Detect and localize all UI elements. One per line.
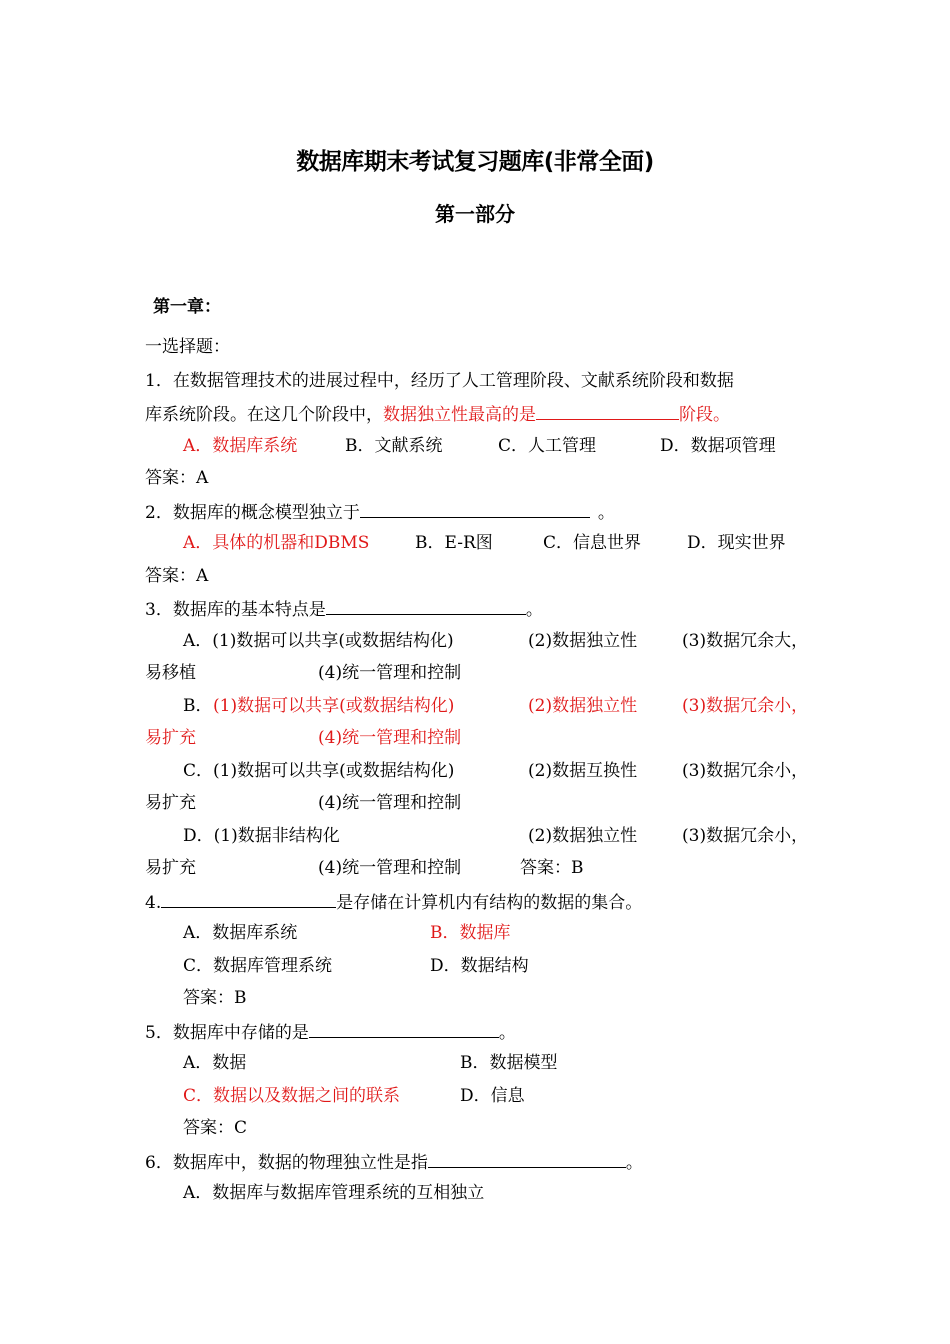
- document-title: 数据库期末考试复习题库(非常全面): [296, 149, 654, 175]
- q5-blank: [309, 1020, 499, 1038]
- q3-option-c-part3: (3)数据冗余小，: [682, 761, 809, 781]
- q6-blank: [428, 1150, 626, 1168]
- q1-stem-text: 库系统阶段。在这几个阶段中，: [145, 405, 383, 425]
- q4-blank: [161, 890, 336, 908]
- q1-stem-line1: 1．在数据管理技术的进展过程中，经历了人工管理阶段、文献系统阶段和数据: [145, 371, 734, 391]
- q2-stem-end: 。: [597, 503, 615, 523]
- q3-stem-end: 。: [525, 600, 543, 620]
- q2-option-a: A．具体的机器和DBMS: [183, 533, 370, 553]
- q1-option-c: C．人工管理: [498, 436, 597, 456]
- q4-stem: [145, 890, 642, 914]
- q3-stem-text: 3．数据库的基本特点是: [145, 600, 326, 620]
- part-heading: 第一部分: [435, 202, 515, 226]
- q3-option-a-part1: A．(1)数据可以共享(或数据结构化): [183, 631, 454, 651]
- q2-option-d: D．现实世界: [687, 533, 786, 553]
- q6-stem: [145, 1150, 643, 1174]
- q5-answer: 答案：C: [183, 1118, 248, 1138]
- q2-option-c: C．信息世界: [543, 533, 642, 553]
- q1-option-b: B．文献系统: [345, 436, 443, 456]
- q3-option-b-letter: B．: [183, 696, 213, 716]
- q6-stem-text: 6．数据库中，数据的物理独立性是指: [145, 1153, 428, 1173]
- chapter-heading: 第一章：: [153, 297, 221, 317]
- q5-option-d: D．信息: [460, 1086, 525, 1106]
- q3-option-b-part4: (4)统一管理和控制: [318, 728, 462, 748]
- q3-option-c-part1: C．(1)数据可以共享(或数据结构化): [183, 761, 455, 781]
- q3-option-d-part4: (4)统一管理和控制: [318, 858, 462, 878]
- q4-number: 4.: [145, 893, 162, 913]
- q5-stem-text: 5．数据库中存储的是: [145, 1023, 309, 1043]
- q3-option-b-part1: (1)数据可以共享(或数据结构化): [213, 696, 455, 716]
- q2-stem: [145, 500, 615, 524]
- q3-option-b-part2: (2)数据独立性: [528, 696, 638, 716]
- q4-option-a: A．数据库系统: [183, 923, 298, 943]
- q3-blank: [326, 597, 526, 615]
- q1-blank: [536, 402, 679, 420]
- q1-highlight: 数据独立性最高的是: [383, 405, 536, 425]
- q5-option-b: B．数据模型: [460, 1053, 558, 1073]
- q2-answer: 答案：A: [145, 566, 209, 586]
- q3-stem: [145, 597, 543, 621]
- q5-option-a: A．数据: [183, 1053, 247, 1073]
- q3-option-d-part1: D．(1)数据非结构化: [183, 826, 340, 846]
- q1-option-a: A．数据库系统: [183, 436, 298, 456]
- q3-option-a-part2: (2)数据独立性: [528, 631, 638, 651]
- q3-option-c-cont: 易扩充: [145, 793, 196, 813]
- q3-option-d-part2: (2)数据独立性: [528, 826, 638, 846]
- q4-option-c: C．数据库管理系统: [183, 956, 333, 976]
- q3-option-b-cont: 易扩充: [145, 728, 196, 748]
- q2-blank: [360, 500, 590, 518]
- q3-option-d-part3: (3)数据冗余小，: [682, 826, 809, 846]
- q5-stem: [145, 1020, 516, 1044]
- q1-answer: 答案：A: [145, 468, 209, 488]
- q1-stem-end: 阶段。: [679, 405, 730, 425]
- q3-option-a-part3: (3)数据冗余大，: [682, 631, 809, 651]
- q3-option-c-part2: (2)数据互换性: [528, 761, 638, 781]
- q3-option-c-part4: (4)统一管理和控制: [318, 793, 462, 813]
- q2-stem-text: 2．数据库的概念模型独立于: [145, 503, 360, 523]
- q4-answer: 答案：B: [183, 988, 247, 1008]
- q3-answer: 答案：B: [520, 858, 584, 878]
- section-heading: 一选择题：: [145, 337, 230, 357]
- q3-option-a-cont: 易移植: [145, 663, 196, 683]
- q5-option-c: C．数据以及数据之间的联系: [183, 1086, 401, 1106]
- q3-option-d-cont: 易扩充: [145, 858, 196, 878]
- q4-option-b: B．数据库: [430, 923, 511, 943]
- q6-stem-end: 。: [625, 1153, 643, 1173]
- q1-option-d: D．数据项管理: [660, 436, 776, 456]
- q3-option-a-part4: (4)统一管理和控制: [318, 663, 462, 683]
- q4-stem-text: 是存储在计算机内有结构的数据的集合。: [336, 893, 643, 913]
- q6-option-a: A．数据库与数据库管理系统的互相独立: [183, 1183, 485, 1203]
- q2-option-b: B．E-R图: [415, 533, 493, 553]
- q4-option-d: D．数据结构: [430, 956, 529, 976]
- q1-stem-line2: [145, 402, 730, 426]
- q5-stem-end: 。: [498, 1023, 516, 1043]
- q3-option-b-part3: (3)数据冗余小，: [682, 696, 809, 716]
